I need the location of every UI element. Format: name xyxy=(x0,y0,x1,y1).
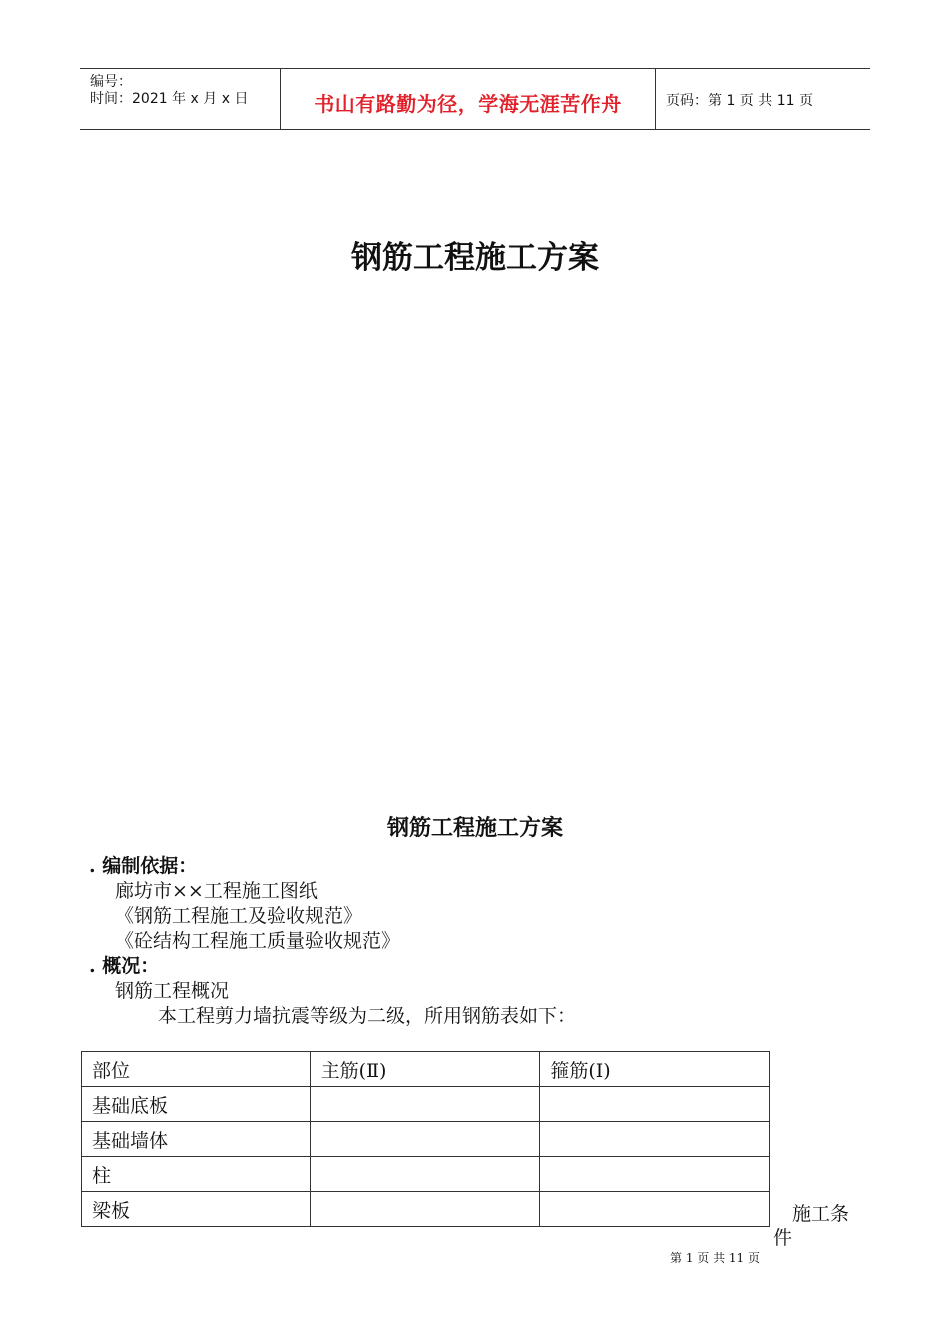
cover-title: 钢筋工程施工方案 xyxy=(351,240,599,276)
page-footer: 第 1 页 共 11 页 xyxy=(670,1251,760,1265)
table-cell: 基础底板 xyxy=(82,1087,311,1122)
table-row xyxy=(82,1122,770,1157)
table-cell xyxy=(310,1122,540,1157)
table-cell xyxy=(540,1157,770,1192)
construction-conditions-label-cont: 件 xyxy=(773,1227,793,1249)
table-header-row xyxy=(82,1052,770,1087)
header-page-cell xyxy=(656,69,870,129)
table-cell: 梁板 xyxy=(82,1192,311,1227)
table-header-cell: 箍筋(Ⅰ) xyxy=(540,1052,770,1087)
header-page-number: 页码：第 1 页 共 11 页 xyxy=(666,93,813,109)
basis-heading: . 编制依据： xyxy=(89,855,198,877)
table-cell xyxy=(540,1087,770,1122)
table-header-cell: 部位 xyxy=(82,1052,311,1087)
document-number-label: 编号： xyxy=(90,74,132,90)
overview-text: 本工程剪力墙抗震等级为二级，所用钢筋表如下： xyxy=(158,1005,577,1027)
section-title: 钢筋工程施工方案 xyxy=(386,815,563,841)
table-cell xyxy=(310,1192,540,1227)
table-row xyxy=(82,1157,770,1192)
header-meta xyxy=(80,69,280,129)
table-row xyxy=(82,1192,770,1227)
page-header xyxy=(80,68,870,130)
table-cell xyxy=(310,1157,540,1192)
construction-conditions-label: 施工条 xyxy=(792,1203,850,1225)
table-cell xyxy=(540,1122,770,1157)
table-cell: 柱 xyxy=(82,1157,311,1192)
table-cell xyxy=(310,1087,540,1122)
header-motto-cell xyxy=(280,69,656,129)
basis-item: 《钢筋工程施工及验收规范》 xyxy=(115,905,363,927)
overview-heading: . 概况： xyxy=(89,955,160,977)
table-cell xyxy=(540,1192,770,1227)
basis-item: 廊坊市××工程施工图纸 xyxy=(115,880,318,902)
overview-subheading: 钢筋工程概况 xyxy=(115,980,230,1002)
document-time-label: 时间：2021 年 x 月 x 日 xyxy=(90,91,249,107)
basis-item: 《砼结构工程施工质量验收规范》 xyxy=(115,930,401,952)
table-row xyxy=(82,1087,770,1122)
header-motto: 书山有路勤为径，学海无涯苦作舟 xyxy=(314,92,622,116)
table-header-cell: 主筋(Ⅱ) xyxy=(310,1052,540,1087)
table-cell: 基础墙体 xyxy=(82,1122,311,1157)
rebar-table xyxy=(81,1051,770,1227)
